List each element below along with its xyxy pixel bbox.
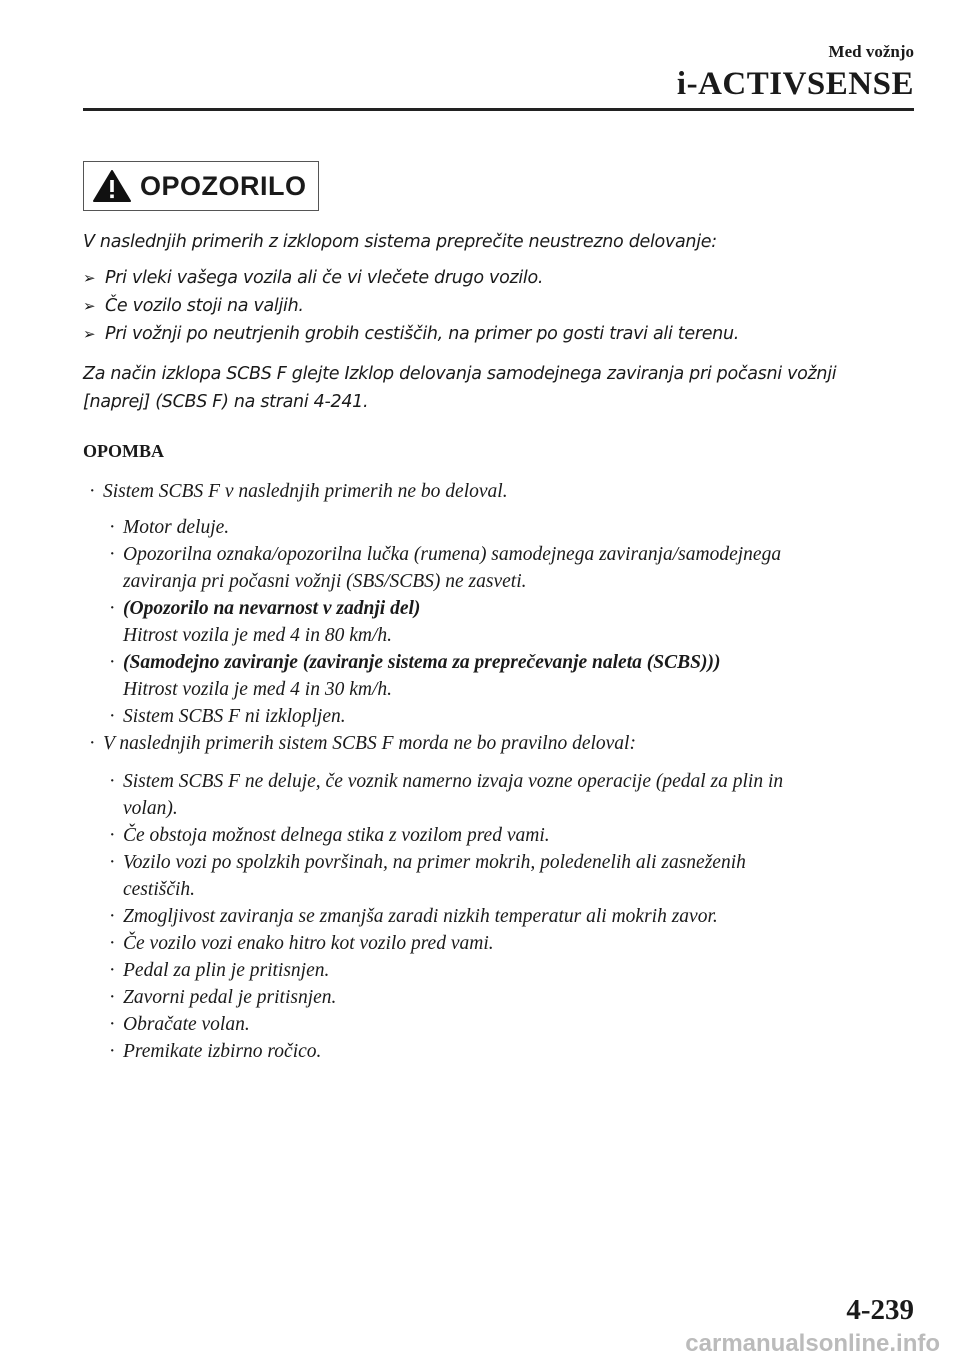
warning-list-item: ➢ Pri vleki vašega vozila ali če vi vlečete drugo vozilo. — [83, 264, 739, 292]
note-title: OPOMBA — [83, 441, 164, 461]
warning-list-item: ➢ Pri vožnji po neutrjenih grobih cestiščih, na primer po gosti travi ali terenu. — [83, 320, 739, 348]
list-item: · Če obstoja možnost delnega stika z vozilom pred vami. — [109, 825, 550, 846]
list-item: · Sistem SCBS F ne deluje, če voznik namerno izvaja vozne operacije (pedal za plin in volan). — [109, 771, 784, 819]
list-item: · (Samodejno zaviranje (zaviranje sistema za preprečevanje naleta (SCBS))) Hitrost vozila je med 4 in 30 km/h. — [109, 652, 721, 700]
list-item: · Sistem SCBS F ni izklopljen. — [109, 706, 346, 727]
list-item: · Premikate izbirno ročico. — [109, 1041, 322, 1062]
watermark: carmanualsonline.info — [685, 1330, 940, 1357]
arrow-bullet-icon: ➢ — [83, 297, 96, 315]
list-item: · Zmogljivost zaviranja se zmanjša zaradi nizkih temperatur ali mokrih zavor. — [109, 906, 718, 927]
bullet-dot-icon: · — [89, 481, 96, 502]
warning-heading-box — [83, 161, 319, 211]
warning-list — [83, 264, 739, 348]
header-rule — [83, 108, 914, 111]
list-item: · Če vozilo vozi enako hitro kot vozilo pred vami. — [109, 933, 494, 954]
chapter-title: i-ACTIVSENSE — [676, 66, 914, 102]
arrow-bullet-icon: ➢ — [83, 269, 96, 287]
list-item: · (Opozorilo na nevarnost v zadnji del) Hitrost vozila je med 4 in 80 km/h. — [109, 598, 421, 646]
list-item: · Pedal za plin je pritisnjen. — [109, 960, 330, 981]
warning-list-item: ➢ Če vozilo stoji na valjih. — [83, 292, 739, 320]
list-item: · Motor deluje. — [109, 517, 230, 538]
note-bullet-lead: · Sistem SCBS F v naslednjih primerih ne bo deloval. — [89, 478, 508, 505]
note-bullet-lead: · V naslednjih primerih sistem SCBS F morda ne bo pravilno deloval: — [89, 733, 636, 754]
list-item: · Opozorilna oznaka/opozorilna lučka (rumena) samodejnega zaviranja/samodejnega zaviranja pri počasni vožnji (SBS/SCBS) ne zasveti. — [109, 544, 782, 592]
warning-reference-paragraph: Za način izklopa SCBS F glejte Izklop delovanja samodejnega zaviranja pri počasni vožnji [naprej] (SCBS F) na strani 4-241. — [83, 364, 837, 412]
warning-title: OPOZORILO — [140, 170, 307, 201]
arrow-bullet-icon: ➢ — [83, 325, 96, 343]
warning-intro: V naslednjih primerih z izklopom sistema preprečite neustrezno delovanje: — [83, 232, 717, 252]
list-item: · Vozilo vozi po spolzkih površinah, na primer mokrih, poledenelih ali zasneženih cestiščih. — [109, 852, 746, 900]
list-item: · Zavorni pedal je pritisnjen. — [109, 987, 337, 1008]
warning-triangle-icon — [92, 169, 132, 203]
note-sublist-2 — [109, 768, 783, 1065]
page-header — [677, 42, 914, 103]
list-item: · Obračate volan. — [109, 1014, 250, 1035]
page-number: 4-239 — [846, 1294, 914, 1326]
note-sublist-1 — [109, 514, 781, 730]
section-title: Med vožnjo — [828, 42, 914, 61]
